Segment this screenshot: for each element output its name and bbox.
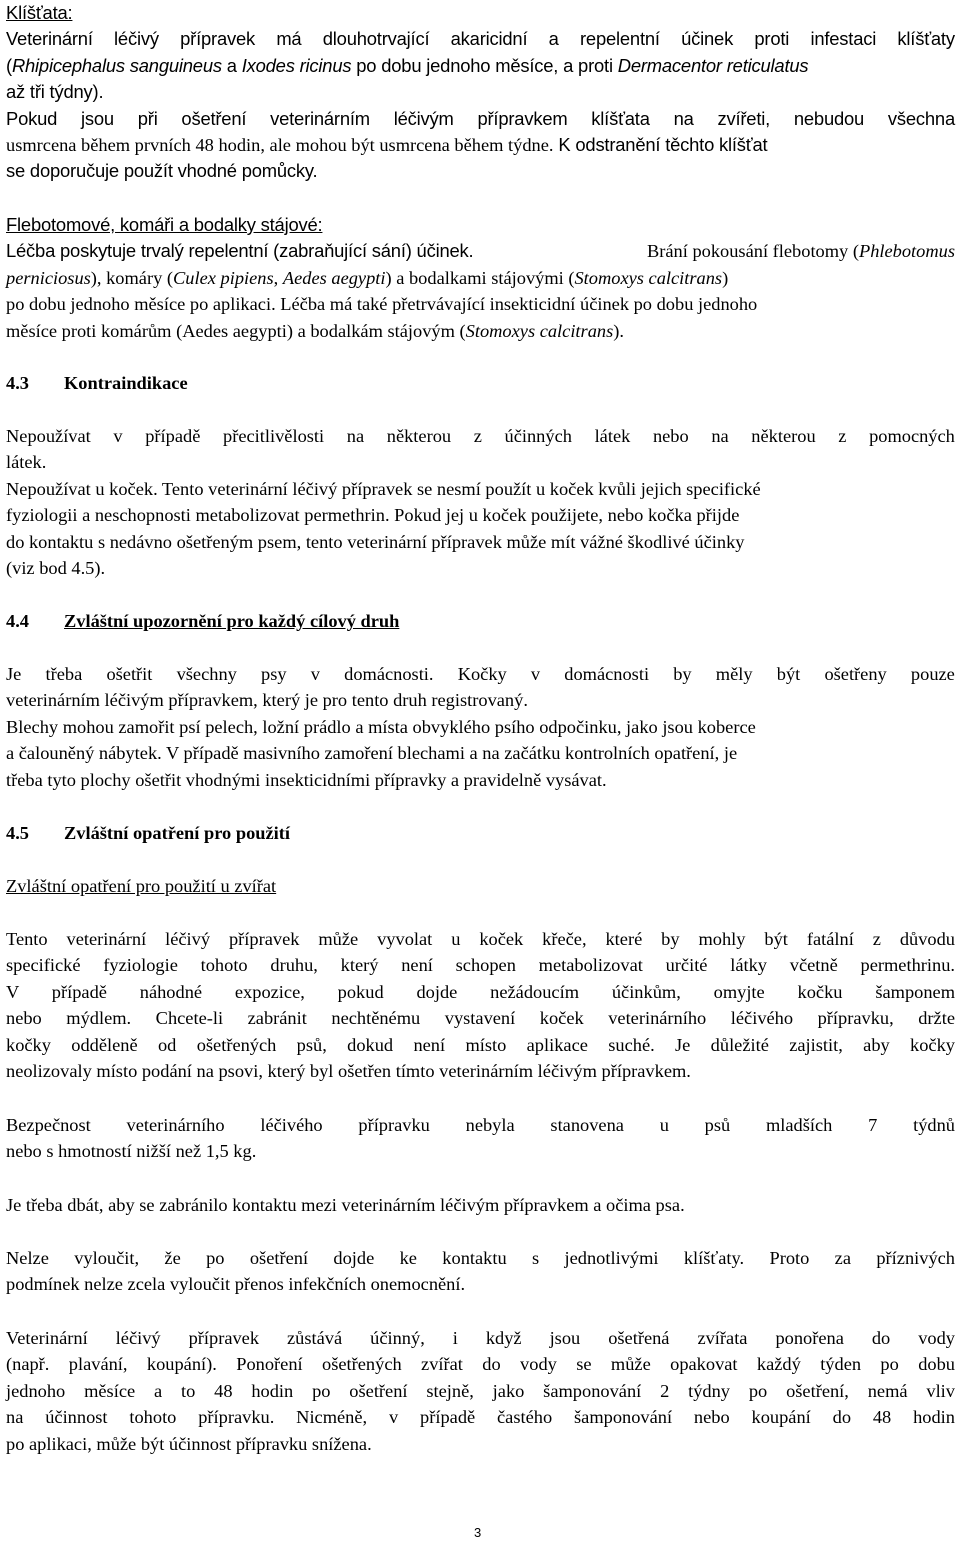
word: na — [346, 426, 365, 446]
word: domácnosti — [564, 664, 650, 684]
word: zvířeti, — [717, 107, 771, 129]
flies-line-4 — [6, 318, 955, 344]
word: Pokud — [6, 107, 58, 129]
word: léčivý — [114, 28, 159, 50]
word: týdnů — [913, 1115, 955, 1135]
ticks-title: Klíšťata: — [6, 2, 73, 23]
word: u — [659, 1115, 669, 1135]
s45-p2-line-2: nebo s hmotností nižší než 1,5 kg. — [6, 1141, 257, 1162]
s45-p1-line: nebo mýdlem. Chcete-li zabránit nechtěnému vystavení koček veterinárního léčivého přípravku, držte — [6, 1008, 955, 1029]
word: všechny — [176, 664, 237, 684]
text-fragment: ). — [613, 320, 624, 341]
word: by — [673, 664, 692, 684]
s45-p5-line: Veterinární léčivý přípravek zůstává účinný, i když jsou ošetřená zvířata ponořena do vody — [6, 1328, 955, 1348]
ticks-line-4 — [6, 106, 955, 132]
word: klíšťata — [591, 107, 650, 129]
word: veterinárním — [270, 107, 370, 129]
word: veterinárního — [126, 1115, 225, 1135]
s43-p2-line-4: (viz bod 4.5). — [6, 557, 106, 578]
word: ošetření — [181, 107, 247, 129]
word: mladších — [765, 1115, 833, 1135]
word: jsou — [80, 107, 114, 129]
s45-p4-line-2: podmínek nelze zcela vyloučit přenos infekčních onemocnění. — [6, 1274, 466, 1295]
word: přípravku — [358, 1115, 430, 1135]
section-title: Zvláštní opatření pro použití — [64, 823, 290, 843]
word: repelentní — [580, 28, 660, 50]
s45-p4-line-1: Nelze vyloučit, že po ošetření dojde ke kontaktu s jednotlivými klíšťaty. Proto za příznivých — [6, 1248, 955, 1268]
word: nebyla — [465, 1115, 515, 1135]
word: proti — [754, 28, 790, 50]
word: v — [113, 426, 123, 446]
word: Je — [6, 664, 22, 684]
page-number: 3 — [474, 1525, 482, 1540]
word: 7 — [868, 1115, 878, 1135]
text-fragment: ) a bodalkami stájovými ( — [385, 267, 575, 288]
flies-line-2 — [6, 265, 955, 291]
s45-p1-line: V případě náhodné expozice, pokud dojde nežádoucím účinkům, omyjte kočku šamponem — [6, 981, 955, 1002]
word: nebudou — [793, 107, 865, 129]
species-name: Phlebotomus — [858, 241, 955, 262]
word: má — [276, 28, 302, 50]
section-heading-4-4 — [6, 608, 399, 634]
word: některou — [751, 426, 816, 446]
section-title: Kontraindikace — [64, 373, 188, 393]
s45-paragraph-2 — [6, 1112, 955, 1165]
s45-p1-line: specifické fyziologie tohoto druhu, který není schopen metabolizovat určité látky včetně permethrinu. — [6, 955, 955, 976]
species-name: perniciosus — [6, 267, 91, 288]
word: domácnosti. — [344, 664, 434, 684]
species-name: Aedes aegypti — [282, 267, 386, 288]
word: léčivého — [260, 1115, 323, 1135]
text-fragment: po dobu jednoho měsíce, a proti — [351, 54, 618, 76]
word: měly — [715, 664, 753, 684]
word: účinek — [681, 28, 734, 50]
s45-p2-line-1 — [6, 1112, 955, 1138]
word: některou — [386, 426, 452, 446]
s45-paragraph-3: Je třeba dbát, aby se zabránilo kontaktu mezi veterinárním léčivým přípravkem a očima psa. — [6, 1195, 685, 1215]
section-heading-4-5 — [6, 820, 290, 846]
word: v — [310, 664, 320, 684]
sans-fragment: Léčba poskytuje trvalý repelentní (zabraňující sání) účinek. — [6, 240, 474, 262]
s43-p2-line-1: Nepoužívat u koček. Tento veterinární léčivý přípravek se nesmí použít u koček kvůli jejich specifické — [6, 478, 761, 499]
s44-p2-line-1: Blechy mohou zamořit psí pelech, ložní prádlo a místa obvyklého psího odpočinku, jako jsou koberce — [6, 716, 756, 737]
s44-p2-line-3: třeba tyto plochy ošetřit vhodnými insekticidními přípravky a pravidelně vysávat. — [6, 769, 607, 790]
flies-title: Flebotomové, komáři a bodalky stájové: — [6, 214, 323, 235]
section-title: Zvláštní upozornění pro každý cílový druh — [64, 611, 400, 631]
word: třeba — [45, 664, 83, 684]
species-name: Stomoxys calcitrans — [574, 267, 723, 288]
word: stanovena — [550, 1115, 624, 1135]
ticks-line-5 — [6, 132, 955, 158]
s44-p2-line-2: a čalouněný nábytek. V případě masivního zamoření blechami a na začátku kontrolních opatření, je — [6, 743, 738, 764]
section-heading-4-3 — [6, 370, 188, 396]
word: psy — [261, 664, 287, 684]
text-fragment: , — [273, 267, 283, 288]
section-number: 4.3 — [6, 373, 29, 393]
word: Veterinární — [6, 28, 93, 50]
word: být — [776, 664, 801, 684]
word: infestaci — [810, 28, 877, 50]
species-name: Dermacentor reticulatus — [617, 54, 809, 76]
warnings-text — [6, 661, 955, 793]
flies-line-1 — [6, 238, 955, 264]
ticks-line-2 — [6, 53, 955, 79]
s43-p1-line-1 — [6, 423, 955, 449]
word: ošetřeny — [824, 664, 887, 684]
word: pomocných — [869, 426, 955, 446]
word: přecitlivělosti — [223, 426, 325, 446]
word: z — [838, 426, 847, 446]
ticks-line-3: až tři týdny). — [6, 81, 104, 103]
species-name: Ixodes ricinus — [241, 54, 352, 76]
word: na — [711, 426, 729, 446]
ticks-line-1 — [6, 26, 955, 52]
text-fragment: ) — [722, 267, 729, 288]
s44-p1-line-1 — [6, 661, 955, 687]
species-name: Stomoxys calcitrans — [465, 320, 614, 341]
text-fragment: ), komáry ( — [90, 267, 174, 288]
s45-paragraph-1 — [6, 926, 955, 1084]
species-name: Rhipicephalus sanguineus — [11, 54, 222, 76]
word: případě — [145, 426, 201, 446]
ticks-section — [6, 0, 955, 185]
s45-p1-line: kočky odděleně od ošetřených psů, dokud není místo aplikace suché. Je důležité zajistit, aby kočky — [6, 1034, 955, 1055]
word: Kočky — [457, 664, 507, 684]
word: v — [530, 664, 541, 684]
word: účinných — [504, 426, 572, 446]
word: z — [473, 426, 482, 446]
s45-p5-line: na účinnost tohoto přípravku. Nicméně, v případě častého šamponování nebo koupání do 48 hodin — [6, 1407, 955, 1428]
s43-p1-line-2: látek. — [6, 452, 47, 473]
word: klíšťaty — [897, 28, 955, 50]
word: přípravek — [180, 28, 256, 50]
section-number: 4.5 — [6, 823, 29, 843]
contraindications-text — [6, 423, 955, 581]
word: všechna — [887, 107, 955, 129]
flies-line-3: po dobu jednoho měsíce po aplikaci. Léčba má také přetrvávající insekticidní účinek po dobu jednoho — [6, 294, 758, 315]
s45-p5-line-last: po aplikaci, může být účinnost přípravku snížena. — [6, 1433, 372, 1454]
s45-paragraph-4 — [6, 1245, 955, 1298]
text-fragment: ( — [6, 54, 12, 76]
text-fragment: Brání pokousání flebotomy ( — [647, 241, 859, 262]
word: léčivým — [393, 107, 454, 129]
text-fragment: měsíce proti komárům (Aedes aegypti) a bodalkám stájovým ( — [6, 320, 466, 341]
s45-paragraph-5 — [6, 1325, 955, 1457]
word: látek — [594, 426, 631, 446]
sans-fragment: K odstranění těchto klíšťat — [558, 133, 768, 155]
word: Nepoužívat — [6, 426, 91, 446]
s43-p2-line-3: do kontaktu s nedávno ošetřeným psem, tento veterinární přípravek může mít vážné škodlivé účinky — [6, 531, 745, 552]
word: a — [548, 28, 559, 50]
word: dlouhotrvající — [322, 28, 430, 50]
word: psů — [704, 1115, 731, 1135]
flies-section — [6, 212, 955, 344]
section-number: 4.4 — [6, 611, 29, 631]
s45-p5-line: (např. plavání, koupání). Ponoření ošetřených zvířat do vody se může opakovat každý týden po dobu — [6, 1354, 955, 1375]
serif-fragment: usmrcena během prvních 48 hodin, ale mohou být usmrcena během týdne. — [6, 134, 554, 155]
word: Bezpečnost — [6, 1115, 91, 1135]
s45-p1-line: Tento veterinární léčivý přípravek může vyvolat u koček křeče, které by mohly být fatální z důvodu — [6, 929, 955, 949]
word: ošetřit — [106, 664, 153, 684]
word: přípravkem — [477, 107, 568, 129]
word: pouze — [910, 664, 955, 684]
s43-p2-line-2: fyziologii a neschopnosti metabolizovat permethrin. Pokud jej u koček použijete, nebo kočka přijde — [6, 505, 740, 526]
s45-p1-line-last: neolizovaly místo podání na psovi, který byl ošetřen tímto veterinárním léčivým přípravkem. — [6, 1060, 691, 1081]
ticks-line-6: se doporučuje použít vhodné pomůcky. — [6, 160, 318, 182]
subsection-title: Zvláštní opatření pro použití u zvířat — [6, 876, 277, 896]
s45-p5-line: jednoho měsíce a to 48 hodin po ošetření stejně, jako šamponování 2 týdny po ošetření, nemá vliv — [6, 1380, 955, 1401]
text-fragment: a — [221, 54, 242, 76]
s44-p1-line-2: veterinárním léčivým přípravkem, který je pro tento druh registrovaný. — [6, 690, 528, 711]
word: na — [673, 107, 694, 129]
word: akaricidní — [450, 28, 528, 50]
word: při — [137, 107, 158, 129]
species-name: Culex pipiens — [173, 267, 274, 288]
word: nebo — [652, 426, 689, 446]
